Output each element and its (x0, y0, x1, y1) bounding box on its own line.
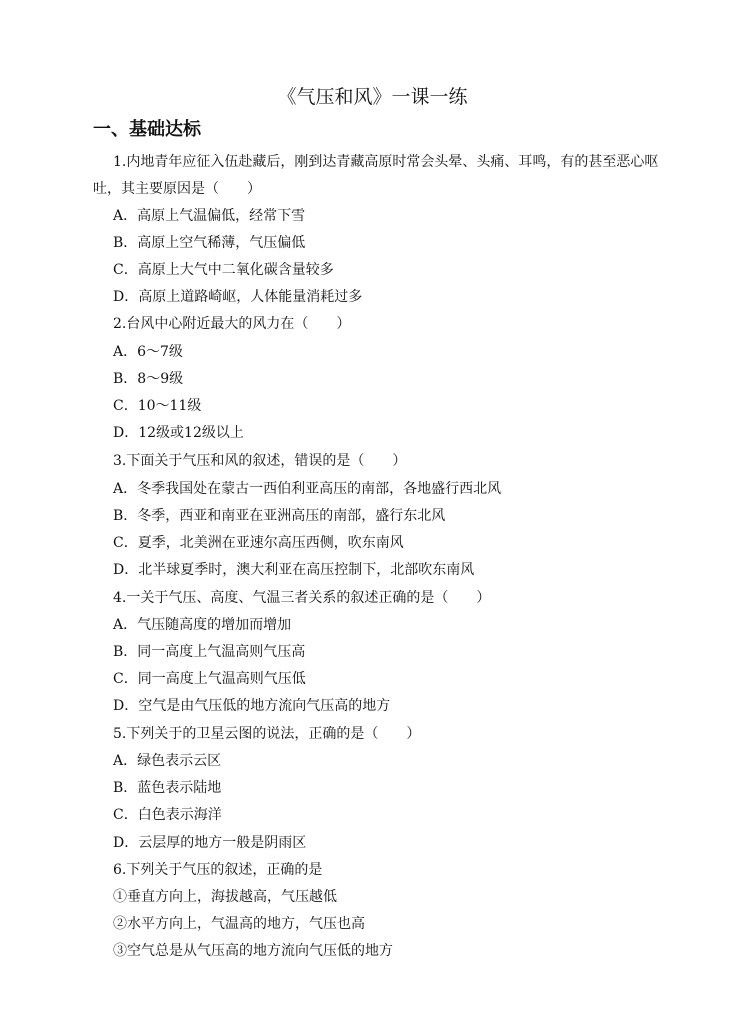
question-5-stem: 5.下列关于的卫星云图的说法，正确的是（ ） (113, 726, 421, 742)
question-2-stem: 2.台风中心附近最大的风力在（ ） (113, 316, 351, 332)
question-2-option-a: A．6～7级 (113, 344, 183, 360)
question-3-option-a: A．冬季我国处在蒙古一西伯利亚高压的南部，各地盛行西北风 (113, 481, 502, 497)
question-6-stem: 6.下列关于气压的叙述，正确的是 (113, 862, 323, 878)
question-1-option-a: A．高原上气温偏低，经常下雪 (113, 208, 306, 224)
question-1-option-b: B．高原上空气稀薄，气压偏低 (113, 235, 306, 251)
question-3-stem: 3.下面关于气压和风的叙述，错误的是（ ） (113, 453, 407, 469)
page-title: 《气压和风》一课一练 (277, 86, 468, 108)
question-3-option-c: C．夏季，北美洲在亚速尔高压西侧，吹东南风 (113, 535, 404, 551)
question-1-option-c: C．高原上大气中二氧化碳含量较多 (113, 262, 334, 278)
question-6-statement-3: ③空气总是从气压高的地方流向气压低的地方 (113, 943, 393, 959)
question-2-option-b: B．8～9级 (113, 371, 184, 387)
question-5-option-d: D．云层厚的地方一般是阴雨区 (113, 835, 307, 851)
question-2-option-d: D．12级或12级以上 (113, 425, 244, 441)
question-4-option-c: C．同一高度上气温高则气压低 (113, 671, 306, 687)
question-5-option-a: A．绿色表示云区 (113, 753, 222, 769)
question-4-option-b: B．同一高度上气温高则气压高 (113, 644, 306, 660)
question-3-option-b: B．冬季，西亚和南亚在亚洲高压的南部，盛行东北风 (113, 508, 446, 524)
question-4-option-d: D．空气是由气压低的地方流向气压高的地方 (113, 698, 391, 714)
question-4-stem: 4.一关于气压、高度、气温三者关系的叙述正确的是（ ） (113, 590, 491, 606)
question-6-statement-1: ①垂直方向上，海拔越高，气压越低 (113, 889, 337, 905)
question-1-stem-continued: 吐，其主要原因是（ ） (93, 181, 261, 197)
question-6-statement-2: ②水平方向上，气温高的地方，气压也高 (113, 916, 365, 932)
section-heading: 一、基础达标 (93, 119, 201, 140)
question-1-option-d: D．高原上道路崎岖，人体能量消耗过多 (113, 289, 363, 305)
question-1-stem: 1.内地青年应征入伍赴藏后，刚到达青藏高原时常会头晕、头痛、耳鸣，有的甚至恶心呕 (113, 154, 659, 170)
question-5-option-c: C．白色表示海洋 (113, 807, 222, 823)
question-4-option-a: A．气压随高度的增加而增加 (113, 617, 292, 633)
question-5-option-b: B．蓝色表示陆地 (113, 780, 222, 796)
question-3-option-d: D．北半球夏季时，澳大利亚在高压控制下，北部吹东南风 (113, 562, 475, 578)
question-2-option-c: C．10～11级 (113, 398, 202, 414)
